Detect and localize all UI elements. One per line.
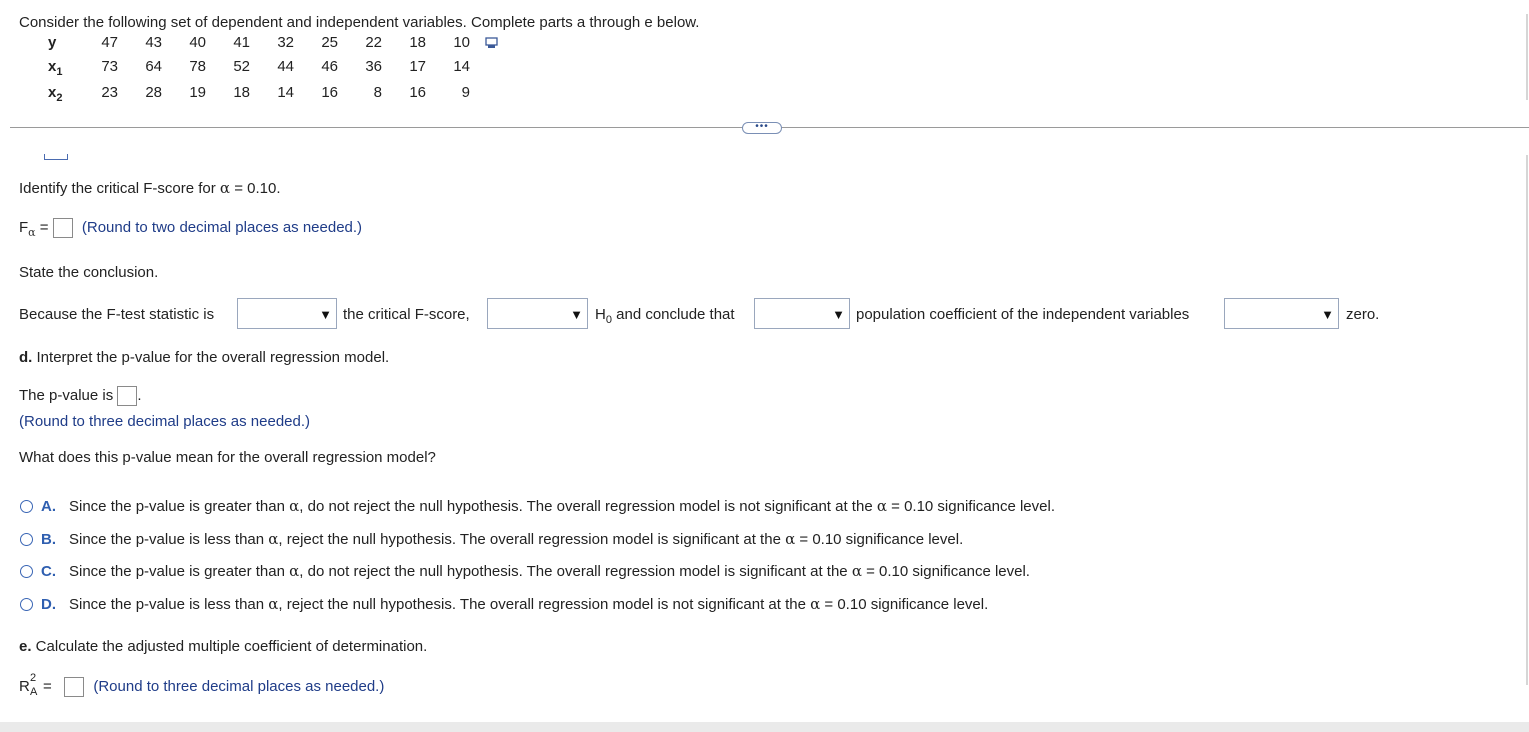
more-button[interactable]: ••• <box>742 122 782 134</box>
copy-data-icon[interactable] <box>485 37 498 49</box>
row-label-x1: $x_1$ <box>48 58 63 78</box>
table-cell: 28 <box>145 84 162 101</box>
table-cell: 10 <box>453 34 470 51</box>
quantifier-dropdown[interactable] <box>754 298 850 329</box>
row-label-y: y <box>48 34 57 51</box>
pvalue-input[interactable] <box>117 386 137 406</box>
dropdown-arrow-icon: ▼ <box>1321 307 1334 322</box>
adjusted-r2-input[interactable] <box>64 677 84 697</box>
table-cell: 25 <box>321 34 338 51</box>
table-cell: 16 <box>321 84 338 101</box>
conclusion-text-3: $H_0$ and conclude that <box>595 306 735 326</box>
table-cell: 14 <box>277 84 294 101</box>
table-cell: 64 <box>145 58 162 75</box>
problem-intro: Consider the following set of dependent and independent variables. Complete parts a through e below. <box>19 14 700 31</box>
round-hint: (Round to three decimal places as needed.) <box>93 677 385 695</box>
pvalue-row: The p-value is . <box>19 386 142 406</box>
dropdown-arrow-icon: ▼ <box>319 307 332 322</box>
equality-dropdown[interactable] <box>1224 298 1339 329</box>
table-cell: 78 <box>189 58 206 75</box>
round-hint: (Round to three decimal places as needed.) <box>19 413 311 430</box>
row-label-x2: $x_2$ <box>48 84 63 104</box>
table-cell: 43 <box>145 34 162 51</box>
adjusted-r2-label: R 2 A = <box>19 671 52 698</box>
dropdown-arrow-icon: ▼ <box>832 307 845 322</box>
table-cell: 32 <box>277 34 294 51</box>
radio-button[interactable] <box>20 565 33 578</box>
table-cell: 18 <box>409 34 426 51</box>
dropdown-arrow-icon: ▼ <box>570 307 583 322</box>
critical-prompt: Identify the critical F-score for α = 0.10. <box>19 179 281 197</box>
adjusted-r2-row <box>19 671 385 698</box>
part-e-heading: e. Calculate the adjusted multiple coefficient of determination. <box>19 638 428 655</box>
conclusion-text-4: population coefficient of the independent variables <box>856 306 1190 323</box>
part-d-heading: d. Interpret the p-value for the overall regression model. <box>19 349 390 366</box>
option-c[interactable]: C. Since the p-value is greater than α, do not reject the null hypothesis. The overall regression model is significant at the α = 0.10 significance level. <box>20 562 1030 582</box>
table-cell: 23 <box>101 84 118 101</box>
conclusion-text-2: the critical F-score, <box>343 306 470 323</box>
table-cell: 46 <box>321 58 338 75</box>
table-cell: 18 <box>233 84 250 101</box>
table-cell: 14 <box>453 58 470 75</box>
table-cell: 22 <box>365 34 382 51</box>
radio-button[interactable] <box>20 500 33 513</box>
table-cell: 44 <box>277 58 294 75</box>
table-cell: 9 <box>461 84 470 101</box>
option-d[interactable]: D. Since the p-value is less than α, reject the null hypothesis. The overall regression model is not significant at the α = 0.10 significance level. <box>20 595 988 615</box>
table-cell: 19 <box>189 84 206 101</box>
table-cell: 8 <box>373 84 382 101</box>
table-cell: 41 <box>233 34 250 51</box>
table-cell: 47 <box>101 34 118 51</box>
bottom-bar <box>0 722 1529 732</box>
right-edge-bar <box>1526 155 1528 685</box>
conclusion-text-5: zero. <box>1346 306 1380 323</box>
radio-button[interactable] <box>20 598 33 611</box>
table-cell: 40 <box>189 34 206 51</box>
conclusion-text-1: Because the F-test statistic is <box>19 306 215 323</box>
table-cell: 17 <box>409 58 426 75</box>
table-cell: 36 <box>365 58 382 75</box>
conclusion-heading: State the conclusion. <box>19 264 159 281</box>
f-alpha-label: $F_\alpha$ = <box>19 218 49 239</box>
right-edge-bar <box>1526 14 1528 100</box>
round-hint: (Round to two decimal places as needed.) <box>81 218 363 236</box>
table-cell: 52 <box>233 58 250 75</box>
radio-button[interactable] <box>20 533 33 546</box>
f-alpha-input[interactable] <box>53 218 73 238</box>
option-b[interactable]: B. Since the p-value is less than α, reject the null hypothesis. The overall regression model is significant at the α = 0.10 significance level. <box>20 530 963 550</box>
f-alpha-row <box>19 218 362 239</box>
table-cell: 73 <box>101 58 118 75</box>
collapse-marker-icon <box>44 154 68 160</box>
table-cell: 16 <box>409 84 426 101</box>
fstat-comparison-dropdown[interactable] <box>237 298 337 329</box>
pvalue-question: What does this p-value mean for the overall regression model? <box>19 449 436 466</box>
option-a[interactable]: A. Since the p-value is greater than α, do not reject the null hypothesis. The overall regression model is not significant at the α = 0.10 significance level. <box>20 497 1055 517</box>
reject-decision-dropdown[interactable] <box>487 298 588 329</box>
